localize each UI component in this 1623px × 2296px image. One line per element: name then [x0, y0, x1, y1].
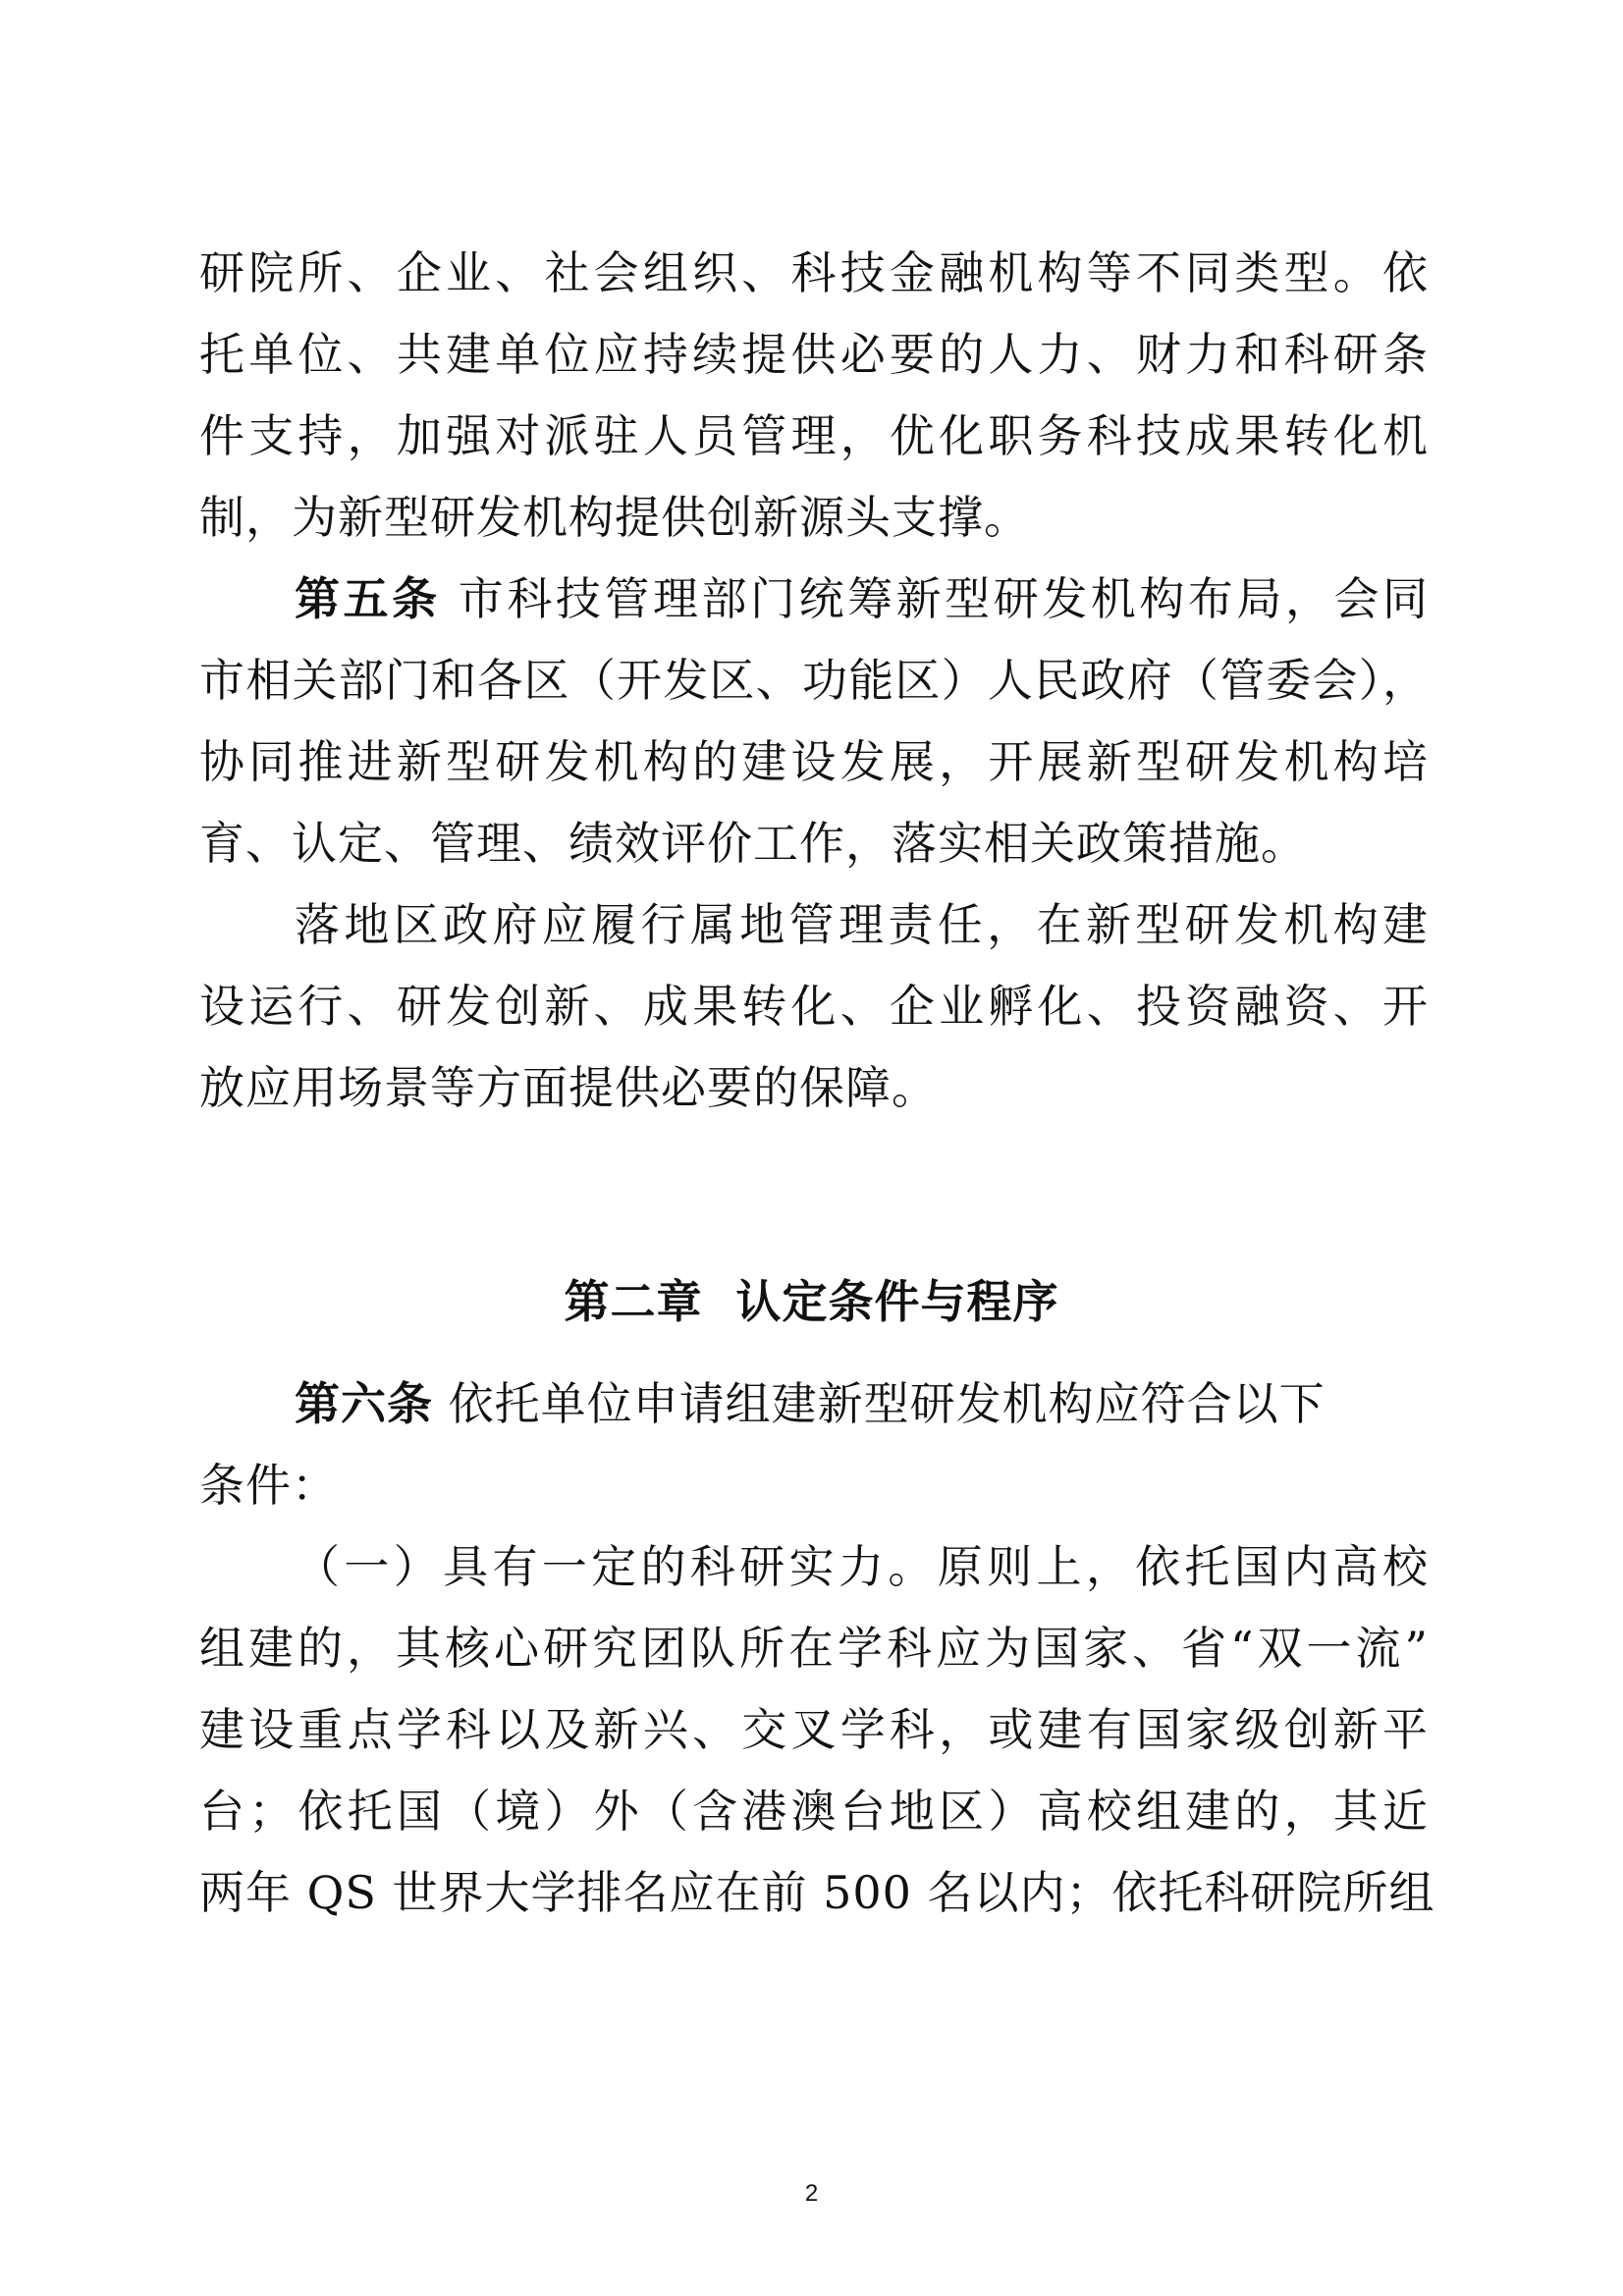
- body-line: 组建的，其核心研究团队所在学科应为国家、省“双一流”: [199, 1622, 1429, 1675]
- body-line: 条件：: [199, 1459, 338, 1512]
- body-line: 制，为新型研发机构提供创新源头支撑。: [199, 491, 1030, 544]
- body-line: 设运行、研发创新、成果转化、企业孵化、投资融资、开: [199, 980, 1429, 1033]
- body-line: 研院所、企业、社会组织、科技金融机构等不同类型。依: [199, 246, 1429, 299]
- article-text: 市科技管理部门统筹新型研发机构布局，会同: [458, 572, 1430, 625]
- article-text: 依托单位申请组建新型研发机构应符合以下: [448, 1377, 1325, 1430]
- body-line: 件支持，加强对派驻人员管理，优化职务科技成果转化机: [199, 409, 1429, 462]
- body-line: 托单位、共建单位应持续提供必要的人力、财力和科研条: [199, 328, 1429, 381]
- body-line: 放应用场景等方面提供必要的保障。: [199, 1061, 938, 1114]
- body-line: （一）具有一定的科研实力。原则上，依托国内高校: [295, 1540, 1429, 1593]
- page-number: 2: [804, 2180, 819, 2207]
- body-line: 两年 QS 世界大学排名应在前 500 名以内；依托科研院所组: [199, 1866, 1435, 1919]
- body-line: 台；依托国（境）外（含港澳台地区）高校组建的，其近: [199, 1785, 1429, 1838]
- body-line: 落地区政府应履行属地管理责任，在新型研发机构建: [295, 898, 1429, 951]
- body-line: 育、认定、管理、绩效评价工作，落实相关政策措施。: [199, 817, 1307, 870]
- article-label: 第五条: [295, 572, 441, 625]
- body-line: 建设重点学科以及新兴、交叉学科，或建有国家级创新平: [199, 1703, 1429, 1756]
- body-line: 市相关部门和各区（开发区、功能区）人民政府（管委会），: [199, 654, 1429, 707]
- article-6-first-line: [295, 1374, 1429, 1433]
- chapter-heading: 第二章 认定条件与程序: [564, 1275, 1059, 1328]
- article-label: 第六条: [295, 1377, 433, 1430]
- body-line: 协同推进新型研发机构的建设发展，开展新型研发机构培: [199, 735, 1429, 788]
- article-5-first-line: [295, 569, 1429, 628]
